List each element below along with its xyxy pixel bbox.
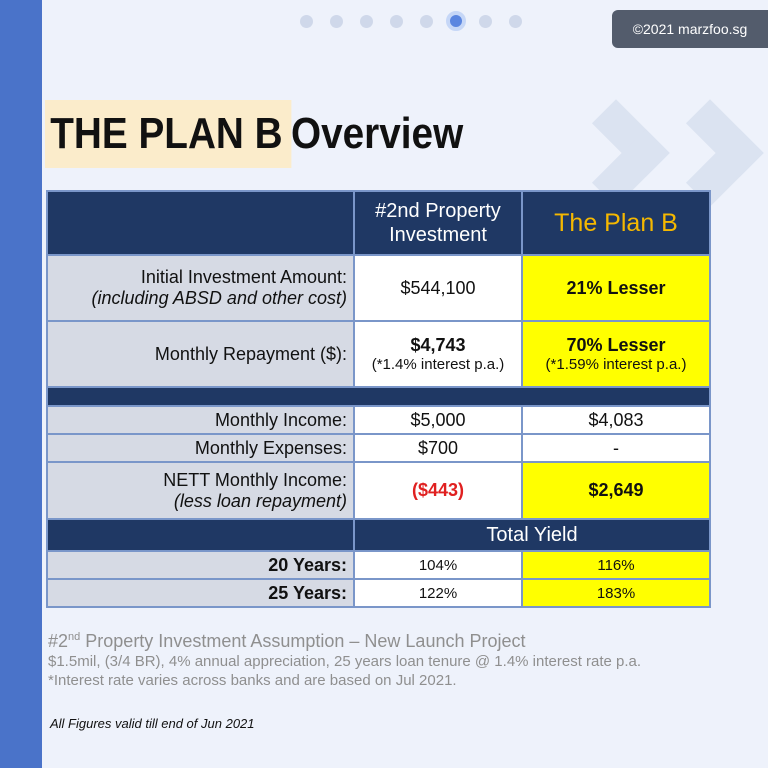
repayment-note: (*1.59% interest p.a.) <box>545 356 687 373</box>
table-row <box>47 321 710 387</box>
repayment-note: (*1.4% interest p.a.) <box>371 356 505 373</box>
page-dot[interactable] <box>390 15 403 28</box>
page-dot[interactable] <box>479 15 492 28</box>
pagination-dots <box>300 13 539 29</box>
table-row <box>47 551 710 579</box>
yield-20-second-property: 104% <box>354 551 522 579</box>
table-row <box>47 406 710 434</box>
validity-note: All Figures valid till end of Jun 2021 <box>50 716 255 731</box>
title-rest: Overview <box>291 109 464 158</box>
assumption-line-2: *Interest rate varies across banks and are based on Jul 2021. <box>48 672 457 689</box>
left-accent-bar <box>0 0 42 768</box>
table-row <box>47 579 710 607</box>
divider-cell <box>47 387 710 406</box>
yield-25-label: 25 Years: <box>47 579 354 607</box>
table-row <box>47 255 710 321</box>
row-sublabel: (less loan repayment) <box>173 490 347 511</box>
nett-income-label <box>47 462 354 519</box>
page-dot[interactable] <box>330 15 343 28</box>
row-label: Initial Investment Amount: <box>140 267 347 287</box>
yield-25-plan-b: 183% <box>522 579 710 607</box>
monthly-repayment-plan-b <box>522 321 710 387</box>
header-second-property: #2nd Property Investment <box>354 191 522 255</box>
monthly-income-plan-b: $4,083 <box>522 406 710 434</box>
nett-income-plan-b: $2,649 <box>522 462 710 519</box>
assumption-heading-sup: nd <box>68 631 81 643</box>
comparison-table <box>46 190 711 608</box>
table-header-row <box>47 191 710 255</box>
total-yield-header: Total Yield <box>354 519 710 551</box>
page-title <box>45 100 487 168</box>
monthly-repayment-second-property <box>354 321 522 387</box>
nett-income-second-property: ($443) <box>354 462 522 519</box>
page-dot[interactable] <box>300 15 313 28</box>
header-empty-cell <box>47 191 354 255</box>
assumption-heading-prefix: #2 <box>48 631 69 651</box>
repayment-value: $4,743 <box>410 335 466 355</box>
row-sublabel: (including ABSD and other cost) <box>91 288 347 308</box>
yield-header-empty <box>47 519 354 551</box>
initial-investment-label <box>47 255 354 321</box>
page-dot[interactable] <box>509 15 522 28</box>
assumption-heading-rest: Property Investment Assumption – New Launch Project <box>80 631 526 651</box>
total-yield-header-row <box>47 519 710 551</box>
copyright-badge: ©2021 marzfoo.sg <box>612 10 768 48</box>
page-dot[interactable] <box>420 15 433 28</box>
table-divider-row <box>47 387 710 406</box>
page-dot-active[interactable] <box>446 11 466 31</box>
yield-20-label: 20 Years: <box>47 551 354 579</box>
assumption-block <box>48 626 641 690</box>
row-label: NETT Monthly Income: <box>163 469 347 490</box>
table-row <box>47 434 710 462</box>
yield-25-second-property: 122% <box>354 579 522 607</box>
monthly-income-label: Monthly Income: <box>47 406 354 434</box>
monthly-expenses-label: Monthly Expenses: <box>47 434 354 462</box>
monthly-expenses-plan-b: - <box>522 434 710 462</box>
title-highlight: THE PLAN B <box>45 100 291 168</box>
monthly-expenses-second-property: $700 <box>354 434 522 462</box>
assumption-heading <box>48 626 641 652</box>
repayment-value: 70% Lesser <box>566 335 666 355</box>
monthly-repayment-label: Monthly Repayment ($): <box>47 321 354 387</box>
table-row <box>47 462 710 519</box>
header-plan-b: The Plan B <box>522 191 710 255</box>
initial-investment-second-property: $544,100 <box>354 255 522 321</box>
monthly-income-second-property: $5,000 <box>354 406 522 434</box>
initial-investment-plan-b: 21% Lesser <box>522 255 710 321</box>
assumption-line-1: $1.5mil, (3/4 BR), 4% annual appreciation, 25 years loan tenure @ 1.4% interest rate p.a. <box>48 653 642 670</box>
page-dot[interactable] <box>360 15 373 28</box>
yield-20-plan-b: 116% <box>522 551 710 579</box>
